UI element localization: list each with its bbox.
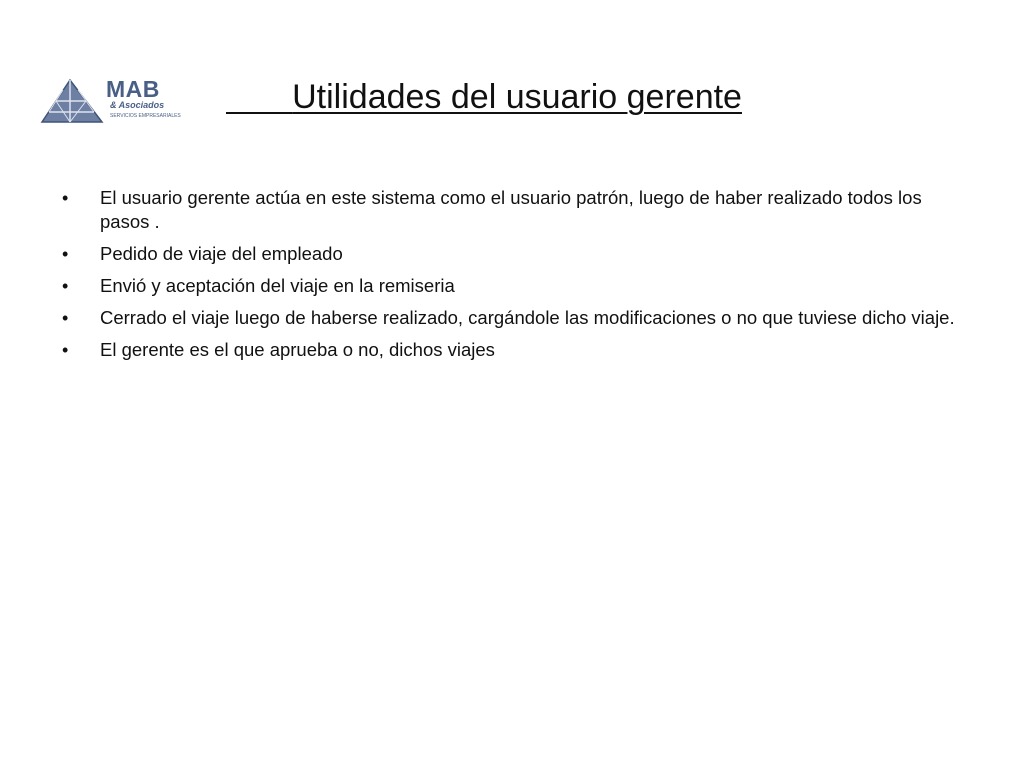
bullet-list xyxy=(62,186,962,370)
bullet-text: El gerente es el que aprueba o no, dichos viajes xyxy=(100,339,495,360)
slide-title xyxy=(226,76,806,118)
title-text: Utilidades del usuario gerente xyxy=(292,78,742,116)
logo-subtitle: & Asociados xyxy=(110,100,165,110)
title-underline-prefix xyxy=(226,78,292,116)
logo-wordmark: MAB xyxy=(106,76,160,102)
bullet-text: Envió y aceptación del viaje en la remiseria xyxy=(100,275,455,296)
logo-tagline: SERVICIOS EMPRESARIALES xyxy=(110,113,181,119)
bullet-text: Cerrado el viaje luego de haberse realizado, cargándole las modificaciones o no que tuviese dicho viaje. xyxy=(100,307,955,328)
bullet-dot-icon: • xyxy=(62,244,69,264)
bullet-dot-icon: • xyxy=(62,308,69,328)
list-item xyxy=(62,186,962,234)
bullet-dot-icon: • xyxy=(62,276,69,296)
list-item xyxy=(62,338,962,362)
bullet-dot-icon: • xyxy=(62,340,69,360)
list-item xyxy=(62,242,962,266)
pyramid-logo-icon xyxy=(40,76,104,124)
bullet-text: Pedido de viaje del empleado xyxy=(100,243,343,264)
company-logo xyxy=(40,76,180,124)
bullet-dot-icon: • xyxy=(62,188,69,208)
list-item xyxy=(62,274,962,298)
bullet-text: El usuario gerente actúa en este sistema como el usuario patrón, luego de haber realizado todos los pasos . xyxy=(100,187,922,232)
list-item xyxy=(62,306,962,330)
